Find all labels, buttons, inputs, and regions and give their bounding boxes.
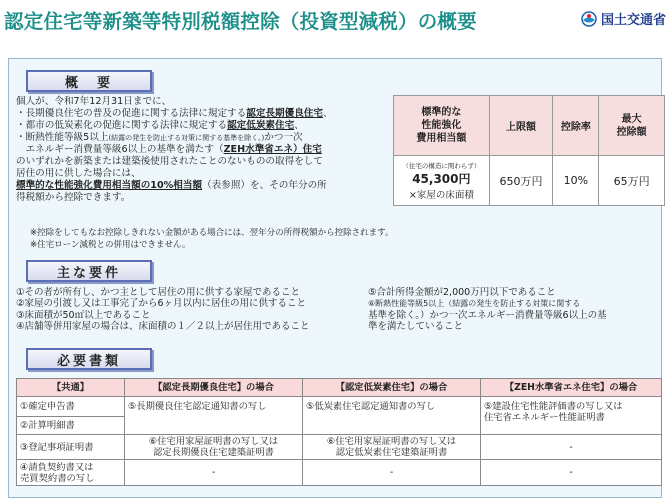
doc-header-long-life: 【認定長期優良住宅】の場合 <box>125 379 303 397</box>
overview-line-text: のいずれかを新築または建築後使用されたことのないものの取得をして <box>16 156 323 167</box>
documents-row <box>17 397 662 417</box>
documents-heading <box>26 348 152 370</box>
doc-header-zeh: 【ZEH水準省エネ住宅】の場合 <box>481 379 662 397</box>
header <box>0 0 672 40</box>
overview-line-text: 居住の用に供した場合には、 <box>16 168 141 179</box>
rate-rate-value: 10% <box>553 156 599 206</box>
cost-unit: ×家屋の床面積 <box>408 189 474 201</box>
rate-table-header <box>394 96 665 156</box>
overview-line-2 <box>16 108 396 120</box>
overview-line-text: 、 <box>323 108 333 119</box>
overview-notes <box>30 227 393 251</box>
overview-line-5 <box>16 144 396 156</box>
ministry-logo <box>581 9 666 28</box>
deduction-rate-table <box>393 95 665 206</box>
overview-line-7 <box>16 168 396 180</box>
overview-line-1 <box>16 96 396 108</box>
doc-zeh-cell: - <box>481 435 662 460</box>
requirement-item: 基準を除く。）かつ一次エネルギー消費量等級6以上の基 <box>368 309 607 321</box>
requirement-item: ①その者が所有し、かつ主として居住の用に供する家屋であること <box>16 287 301 298</box>
documents-row <box>17 435 662 460</box>
cost-note: （住宅の構造に関わらず） <box>402 161 481 170</box>
requirements-heading <box>26 260 152 282</box>
rate-header-cost: 標準的な 性能強化 費用相当額 <box>394 96 490 156</box>
doc-common-cell: ④請負契約書又は 売買契約書の写し <box>17 460 125 486</box>
overview-line-6 <box>16 156 396 168</box>
overview-line-text: 得税額から控除できます。 <box>16 192 131 203</box>
doc-common-cell: ①確定申告書 <box>17 397 125 417</box>
overview-line-text: ・長期優良住宅の普及の促進に関する法律に規定する <box>16 108 247 119</box>
required-documents-table <box>16 378 662 486</box>
overview-line-text: ・都市の低炭素化の促進に関する法律に規定する <box>16 120 228 131</box>
ministry-name: 国土交通省 <box>600 13 666 28</box>
overview-line-8 <box>16 180 396 192</box>
requirement-item: 準を満たしていること <box>368 320 464 332</box>
overview-line-text: かつ一次 <box>264 132 303 143</box>
overview-heading-label: 概 要 <box>64 75 113 91</box>
note-item: ※住宅ローン減税との併用はできません。 <box>30 240 191 250</box>
rate-header-limit: 上限額 <box>489 96 553 156</box>
overview-line-3 <box>16 120 396 132</box>
overview-emphasis: ZEH水準省エネ）住宅 <box>223 144 322 155</box>
overview-body <box>16 96 396 204</box>
overview-emphasis: 認定低炭素住宅 <box>227 120 295 131</box>
doc-header-low-carbon: 【認定低炭素住宅】の場合 <box>303 379 481 397</box>
requirements-heading-label: 主な要件 <box>56 265 121 281</box>
requirement-item: ⑤合計所得金額が2,000万円以下であること <box>368 287 556 298</box>
doc-zeh-cell: ⑤建設住宅性能評価書の写し又は 住宅省エネルギー性能証明書 <box>481 397 662 435</box>
doc-header-common: 【共通】 <box>17 379 125 397</box>
page-title: 認定住宅等新築等特別税額控除（投資型減税）の概要 <box>4 10 477 33</box>
overview-emphasis: 標準的な性能強化費用相当額の10%相当額 <box>16 180 203 191</box>
overview-line-text: ・断熱性能等級5以上 <box>16 132 109 143</box>
overview-line-4 <box>16 132 396 144</box>
doc-common-cell: ③登記事項証明書 <box>17 435 125 460</box>
doc-long-life-cell: - <box>125 460 303 486</box>
requirement-item: ④店舗等併用家屋の場合は、床面積の１／２以上が居住用であること <box>16 320 310 332</box>
requirement-item: ②家屋の引渡し又は工事完了から6ヶ月以内に居住の用に供すること <box>16 298 307 310</box>
documents-heading-label: 必要書類 <box>56 353 121 369</box>
documents-row <box>17 460 662 486</box>
overview-small-note: (結露の発生を防止する対策に関する基準を除く。) <box>108 134 265 142</box>
doc-common-cell: ②計算明細書 <box>17 417 125 435</box>
doc-low-carbon-cell: - <box>303 460 481 486</box>
doc-low-carbon-cell: ⑥住宅用家屋証明書の写し又は 認定低炭素住宅建築証明書 <box>303 435 481 460</box>
overview-heading <box>26 70 152 92</box>
rate-header-rate: 控除率 <box>553 96 599 156</box>
requirements-right <box>368 287 607 332</box>
note-item: ※控除をしてもなお控除しきれない金額がある場合には、翌年分の所得税額から控除されます。 <box>30 228 394 238</box>
requirement-item: ③床面積が50㎡以上であること <box>16 309 151 321</box>
doc-long-life-cell: ⑥住宅用家屋証明書の写し又は 認定長期優良住宅建築証明書 <box>125 435 303 460</box>
doc-zeh-cell: - <box>481 460 662 486</box>
doc-low-carbon-cell: ⑤低炭素住宅認定通知書の写し <box>303 397 481 435</box>
rate-cost-cell <box>394 156 490 206</box>
requirement-item: ⑥断熱性能等級5以上（結露の発生を防止する対策に関する <box>368 299 581 309</box>
overview-line-9 <box>16 192 396 204</box>
mlit-logo-icon <box>581 11 597 27</box>
overview-line-text: 個人が、令和7年12月31日までに、 <box>16 96 172 107</box>
overview-line-text: エネルギー消費量等級6以上の基準を満たす（ <box>16 144 224 155</box>
rate-limit-value: 650万円 <box>489 156 553 206</box>
rate-max-value: 65万円 <box>599 156 665 206</box>
overview-line-text: 、 <box>294 120 304 131</box>
requirements-left <box>16 287 310 332</box>
rate-header-max: 最大 控除額 <box>599 96 665 156</box>
doc-long-life-cell: ⑤長期優良住宅認定通知書の写し <box>125 397 303 435</box>
overview-line-text: （表参照）を、その年分の所 <box>202 180 327 191</box>
overview-emphasis: 認定長期優良住宅 <box>246 108 323 119</box>
rate-table-row <box>394 156 665 206</box>
cost-value: 45,300円 <box>412 171 471 186</box>
documents-header-row <box>17 379 662 397</box>
